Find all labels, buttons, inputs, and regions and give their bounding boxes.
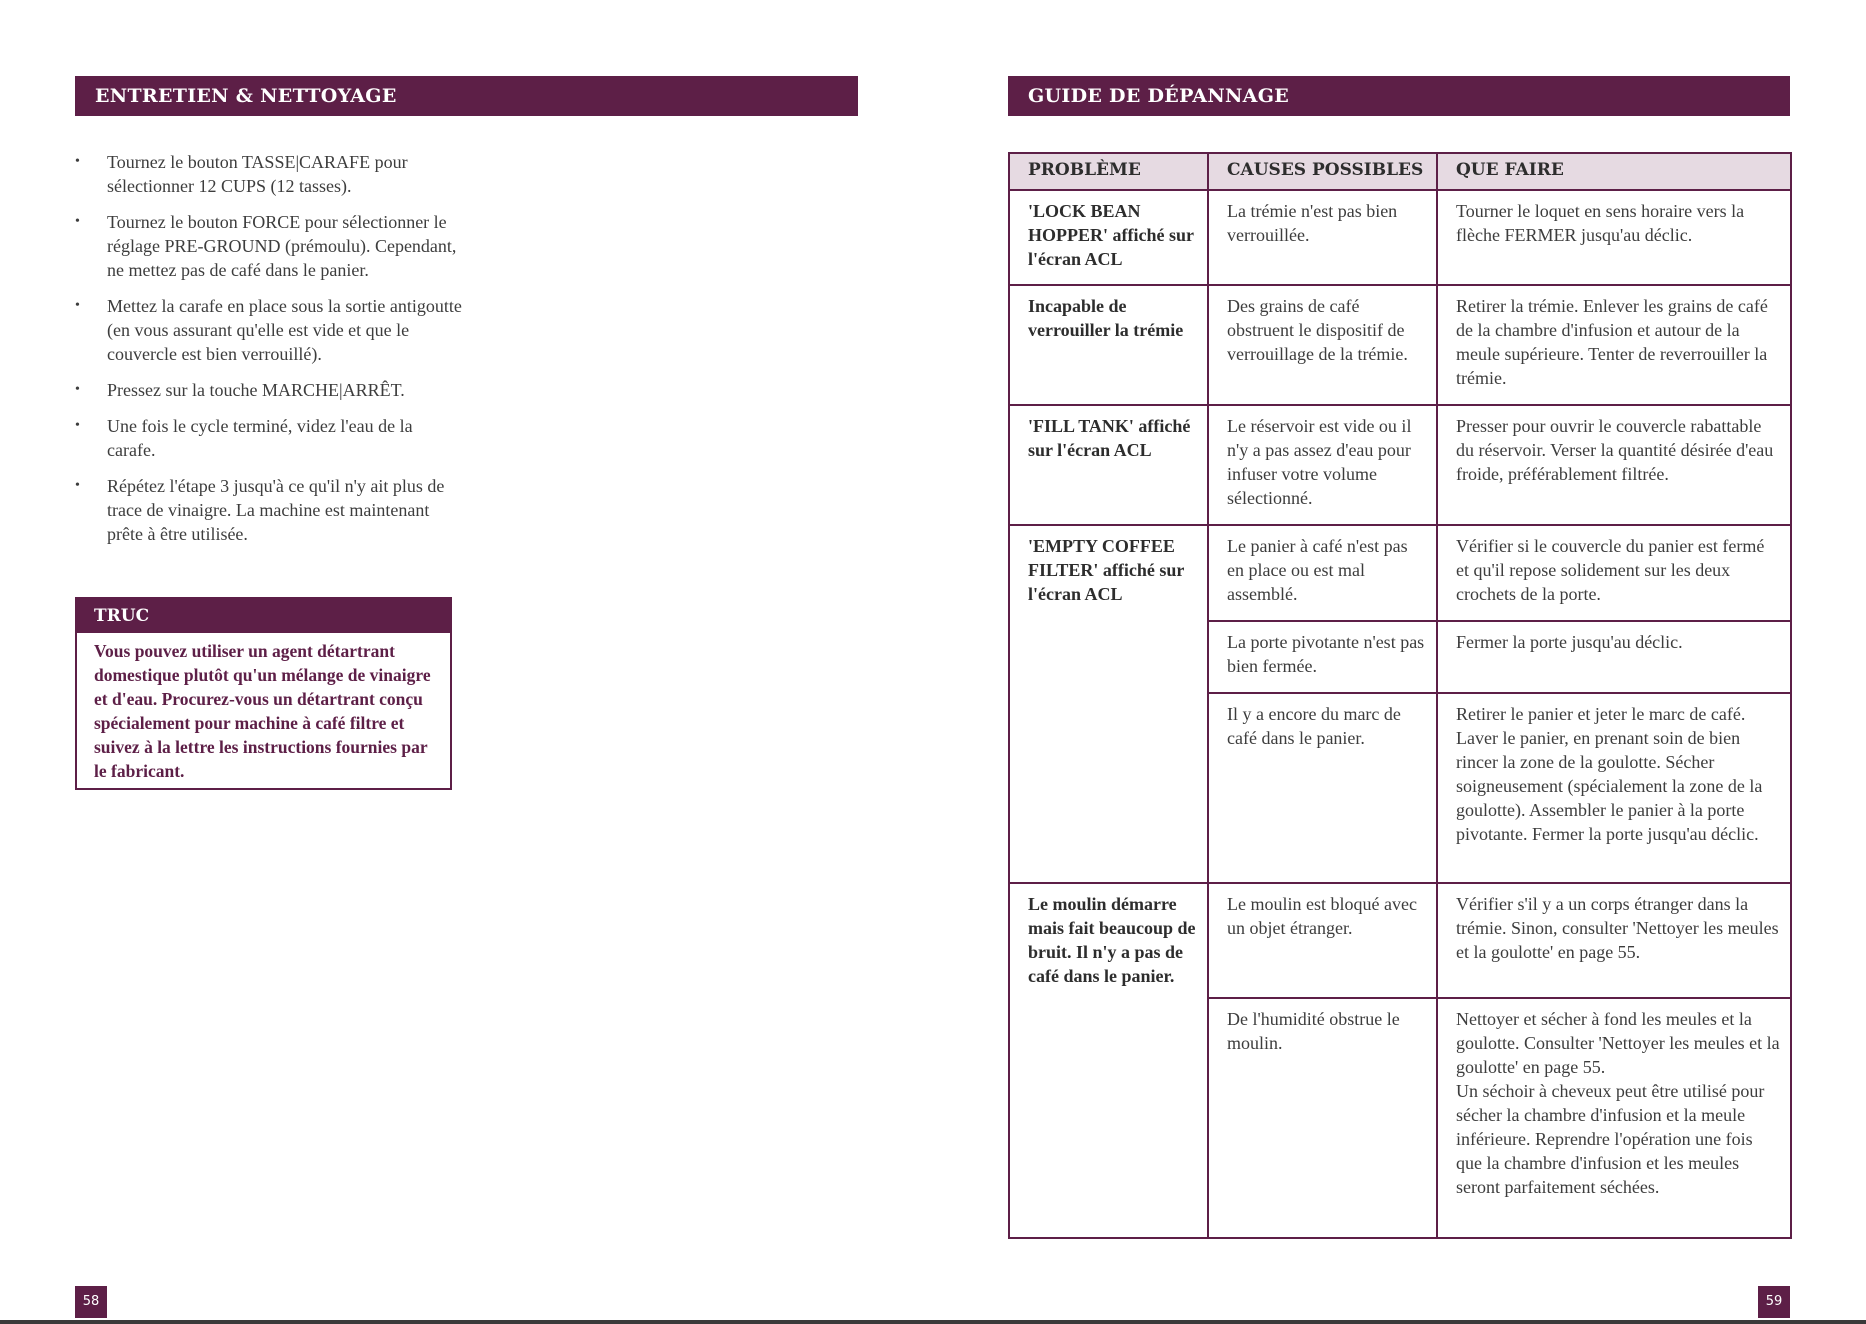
right-section-heading: [1008, 76, 1790, 116]
tip-text: Vous pouvez utiliser un agent détartrant domestique plutôt qu'un mélange de vinaigre et d'eau. Procurez-vous un détartrant conçu spécialement pour machine à café filtre et suivez à la lettre les instructions fournies par le fabricant.: [94, 641, 431, 781]
bullet-icon: •: [75, 478, 80, 493]
left-section-heading-text: ENTRETIEN & NETTOYAGE: [95, 85, 397, 107]
bottom-rule: [0, 1320, 1866, 1324]
cause-cell: La porte pivotante n'est pas bien fermée.: [1208, 621, 1437, 693]
action-cell: Fermer la porte jusqu'au déclic.: [1437, 621, 1791, 693]
list-item-text: Tournez le bouton TASSE|CARAFE pour sélectionner 12 CUPS (12 tasses).: [107, 152, 408, 196]
list-item-text: Une fois le cycle terminé, videz l'eau de la carafe.: [107, 416, 413, 460]
action-cell: Nettoyer et sécher à fond les meules et la goulotte. Consulter 'Nettoyer les meules et la goulotte' en page 55. Un séchoir à cheveux peut être utilisé pour sécher la chambre d'infusion et la meule inférieure. Reprendre l'opération une fois que la chambre d'infusion et les meules seront parfaitement séchées.: [1437, 998, 1791, 1238]
list-item-text: Tournez le bouton FORCE pour sélectionner le réglage PRE-GROUND (prémoulu). Cependant, ne mettez pas de café dans le panier.: [107, 212, 457, 280]
problem-cell: 'EMPTY COFFEE FILTER' affiché sur l'écran ACL: [1009, 525, 1208, 883]
left-section-heading: [75, 76, 858, 116]
action-cell: Tourner le loquet en sens horaire vers la flèche FERMER jusqu'au déclic.: [1437, 190, 1791, 285]
action-cell: Presser pour ouvrir le couvercle rabattable du réservoir. Verser la quantité désirée d'eau froide, préférablement filtrée.: [1437, 405, 1791, 525]
problem-cell: 'LOCK BEAN HOPPER' affiché sur l'écran ACL: [1009, 190, 1208, 285]
cause-cell: Le panier à café n'est pas en place ou est mal assemblé.: [1208, 525, 1437, 621]
table-row: [1009, 285, 1791, 405]
action-cell: Retirer le panier et jeter le marc de café. Laver le panier, en prenant soin de bien rincer la zone de la goulotte. Sécher soigneusement (spécialement la zone de la goulotte). Assembler le panier à la porte pivotante. Fermer la porte jusqu'au déclic.: [1437, 693, 1791, 883]
problem-cell: Le moulin démarre mais fait beaucoup de bruit. Il n'y a pas de café dans le panier.: [1009, 883, 1208, 1238]
list-item: [75, 378, 465, 402]
list-item-text: Répétez l'étape 3 jusqu'à ce qu'il n'y ait plus de trace de vinaigre. La machine est maintenant prête à être utilisée.: [107, 476, 445, 544]
cause-cell: La trémie n'est pas bien verrouillée.: [1208, 190, 1437, 285]
right-section-heading-text: GUIDE DE DÉPANNAGE: [1028, 85, 1290, 107]
bullet-icon: •: [75, 214, 80, 229]
column-header-causes: CAUSES POSSIBLES: [1208, 153, 1437, 190]
action-cell: Vérifier si le couvercle du panier est fermé et qu'il repose solidement sur les deux crochets de la porte.: [1437, 525, 1791, 621]
tip-box: [75, 597, 452, 790]
tip-title: TRUC: [77, 599, 450, 633]
cause-cell: Il y a encore du marc de café dans le panier.: [1208, 693, 1437, 883]
bullet-icon: •: [75, 154, 80, 169]
list-item: [75, 294, 465, 366]
column-header-action: QUE FAIRE: [1437, 153, 1791, 190]
troubleshooting-table: [1008, 152, 1792, 1239]
cause-cell: Le réservoir est vide ou il n'y a pas assez d'eau pour infuser votre volume sélectionné.: [1208, 405, 1437, 525]
list-item: [75, 210, 465, 282]
list-item: [75, 474, 465, 546]
page-number-left: 58: [75, 1286, 107, 1318]
cause-cell: Des grains de café obstruent le dispositif de verrouillage de la trémie.: [1208, 285, 1437, 405]
list-item-text: Mettez la carafe en place sous la sortie antigoutte (en vous assurant qu'elle est vide et que le couvercle est bien verrouillé).: [107, 296, 462, 364]
table-row: [1009, 190, 1791, 285]
bullet-icon: •: [75, 298, 80, 313]
table-header-row: [1009, 153, 1791, 190]
table-row: [1009, 405, 1791, 525]
problem-cell: 'FILL TANK' affiché sur l'écran ACL: [1009, 405, 1208, 525]
page-number-right: 59: [1758, 1286, 1790, 1318]
list-item-text: Pressez sur la touche MARCHE|ARRÊT.: [107, 380, 405, 400]
problem-cell: Incapable de verrouiller la trémie: [1009, 285, 1208, 405]
table-row: [1009, 525, 1791, 621]
table-row: [1009, 883, 1791, 998]
list-item: [75, 150, 465, 198]
list-item: [75, 414, 465, 462]
column-header-problem: PROBLÈME: [1009, 153, 1208, 190]
cause-cell: Le moulin est bloqué avec un objet étranger.: [1208, 883, 1437, 998]
cleaning-steps-list: [75, 150, 465, 558]
action-cell: Vérifier s'il y a un corps étranger dans la trémie. Sinon, consulter 'Nettoyer les meules et la goulotte' en page 55.: [1437, 883, 1791, 998]
cause-cell: De l'humidité obstrue le moulin.: [1208, 998, 1437, 1238]
bullet-icon: •: [75, 418, 80, 433]
bullet-icon: •: [75, 382, 80, 397]
action-cell: Retirer la trémie. Enlever les grains de café de la chambre d'infusion et autour de la meule supérieure. Tenter de reverrouiller la trémie.: [1437, 285, 1791, 405]
